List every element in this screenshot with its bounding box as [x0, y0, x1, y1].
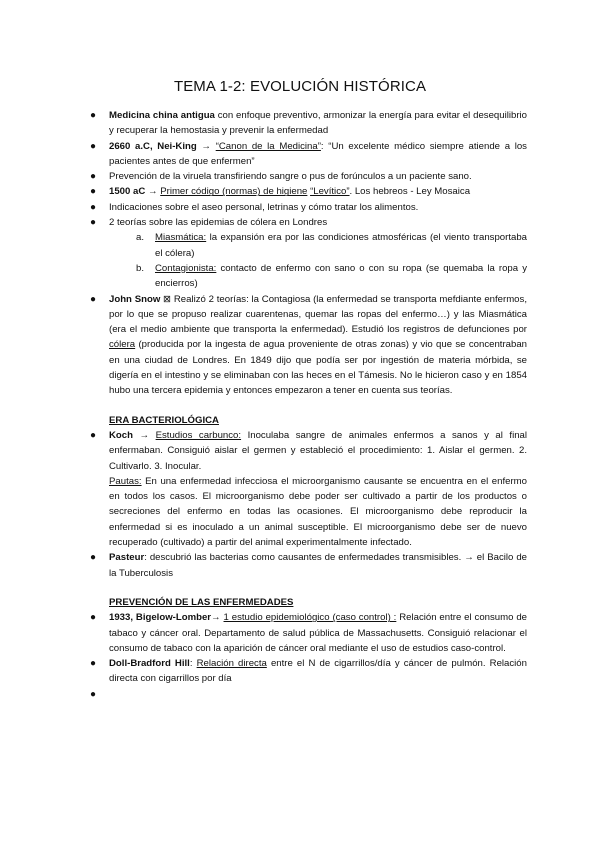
item-text: Relación entre el consumo de tabaco y cáncer oral. Departamento de salud pública de Massachusetts. Consiguió relacionar el consumo de tabaco con la aparición de cáncer oral mediante el uso de estudios caso-control.: [109, 612, 527, 654]
sublist-marker: a.: [136, 232, 145, 244]
theories-sublist: [109, 230, 527, 291]
bacteriology-list: [90, 428, 527, 474]
list-item-empty: [90, 687, 527, 702]
item-bold: 1500 aC: [109, 186, 146, 198]
list-item: [90, 610, 527, 656]
item-text: : “Un excelente médico siempre atiende a los pacientes antes de que enfermen”: [109, 140, 527, 167]
bullet-icon: ●: [90, 140, 97, 152]
bullet-icon: ●: [90, 186, 97, 198]
list-item: [90, 108, 527, 139]
item-bold: John Snow: [109, 293, 161, 305]
item-text: (producida por la ingesta de agua proveniente de otras zonas) y vio que se concentraban en una ciudad de Londres. En 1849 dijo que podía ser por ingestión de materia mórbida, se digería en el intestino y se eliminaban con las heces en el Támesis. No le hicieron caso y en 1854 hubo una tercera epidemia y entonces empezaron a tener en cuenta sus teorías.: [109, 339, 527, 397]
section-heading: PREVENCIÓN DE LAS ENFERMEDADES: [109, 596, 294, 608]
pautas-paragraph: [90, 474, 527, 550]
list-item: [90, 428, 527, 474]
bullet-icon: ●: [90, 429, 97, 441]
list-item: [90, 656, 527, 687]
bullet-icon: ●: [90, 171, 97, 183]
list-item: [90, 550, 527, 581]
list-item: [90, 139, 527, 170]
item-text: . Los hebreos - Ley Mosaica: [349, 186, 471, 198]
bullet-icon: ●: [90, 110, 97, 121]
list-item: [90, 200, 527, 215]
item-underlined: “Levítico”: [310, 186, 350, 198]
item-bold: 1933, Bigelow-Lomber: [109, 612, 212, 624]
prevention-list: [90, 610, 527, 702]
document-body: [90, 108, 527, 702]
item-text: :: [189, 658, 197, 670]
item-underlined: Pautas:: [109, 475, 142, 487]
list-item: [90, 292, 527, 399]
bullet-icon: ●: [90, 658, 97, 670]
item-bold: Medicina china antigua: [109, 110, 215, 121]
item-underlined: Estudios carbunco:: [155, 429, 242, 441]
page-title: TEMA 1-2: EVOLUCIÓN HISTÓRICA: [173, 78, 427, 95]
item-text: entre el N de cigarrillos/día y cáncer de pulmón. Relación directa con cigarrillos por día: [109, 658, 527, 685]
item-text: : descubrió las bacterias como causantes de enfermedades transmisibles. → el Bacilo de la Tuberculosis: [109, 552, 527, 579]
item-text: 2 teorías sobre las epidemias de cólera en Londres: [109, 217, 328, 229]
item-text: contacto de enfermo con sano o con su ropa (se quemaba la ropa y encierros): [155, 262, 527, 290]
bullet-icon: ●: [90, 201, 97, 213]
bullet-icon: ●: [90, 612, 97, 624]
item-text: la expansión era por las condiciones atmosféricas (el viento transportaba el cólera): [155, 232, 527, 259]
item-text: ⊠ Realizó 2 teorías: la Contagiosa (la enfermedad se transporta mefdiante enfermos, por lo que se propuso realizar cuarentenas, quemar las ropas del enfermo…) y las Miasmática (era el medio ambiente que transporta la enfermedad). Estudió los registros de defunciones por: [109, 293, 527, 336]
item-text: En una enfermedad infecciosa el microorganismo causante se encuentra en el enfermo en todos los casos. El microorganismo debe poder ser cultivado a partir de los productos o secreciones del enfermo en todas las ocasiones. El microorganismo debe reproducir la enfermedad si es inoculado a un animal susceptible. El microorganismo debe ser de nuevo recuperado (cultivado) a partir del animal experimentalmente infectado.: [109, 475, 527, 549]
item-bold: Koch: [109, 429, 133, 441]
sublist-item: [136, 230, 527, 261]
item-underlined: 1 estudio epidemiológico (caso control) :: [223, 612, 397, 624]
list-item: [90, 184, 527, 199]
sublist-marker: b.: [136, 262, 145, 274]
item-underlined: Miasmática:: [155, 232, 207, 244]
item-bold: 2660 a.C, Nei-King: [109, 140, 197, 152]
item-underlined: Relación directa: [196, 658, 267, 670]
item-underlined: Primer código (normas) de higiene: [160, 186, 308, 198]
list-item: [90, 215, 527, 291]
item-text: Indicaciones sobre el aseo personal, letrinas y cómo tratar los alimentos.: [109, 201, 419, 213]
item-text: Prevención de la viruela transfiriendo sangre o pus de forúnculos a un paciente sano.: [109, 171, 472, 183]
bullet-icon: ●: [90, 217, 97, 229]
item-text: con enfoque preventivo, armonizar la energía para evitar el desequilibrio y recuperar la hemostasia y prevenir la enfermedad: [109, 110, 527, 137]
arrow-icon: →: [132, 429, 156, 441]
sublist-item: [136, 261, 527, 292]
bullet-icon: ●: [90, 688, 97, 700]
item-bold: Doll-Bradford Hill: [109, 658, 190, 670]
item-text: Inoculaba sangre de animales enfermos a sanos y al final enfermaban. Consiguió aislar el germen y estableció el procedimiento: 1. Aislar el germen. 2. Cultivarlo. 3. Inocular.: [109, 429, 527, 472]
arrow-icon: →: [145, 186, 161, 198]
item-bold: Pasteur: [109, 552, 145, 564]
item-underlined: Contagionista:: [155, 262, 217, 274]
arrow-icon: →: [211, 612, 224, 624]
history-list: [90, 108, 527, 399]
item-underlined: “Canon de la Medicina”: [215, 140, 321, 152]
bullet-icon: ●: [90, 293, 97, 305]
section-heading: ERA BACTERIOLÓGICA: [109, 414, 219, 426]
bullet-icon: ●: [90, 552, 97, 564]
bacteriology-list-2: [90, 550, 527, 581]
item-underlined: cólera: [109, 339, 136, 351]
arrow-icon: →: [196, 140, 216, 152]
list-item: [90, 169, 527, 184]
